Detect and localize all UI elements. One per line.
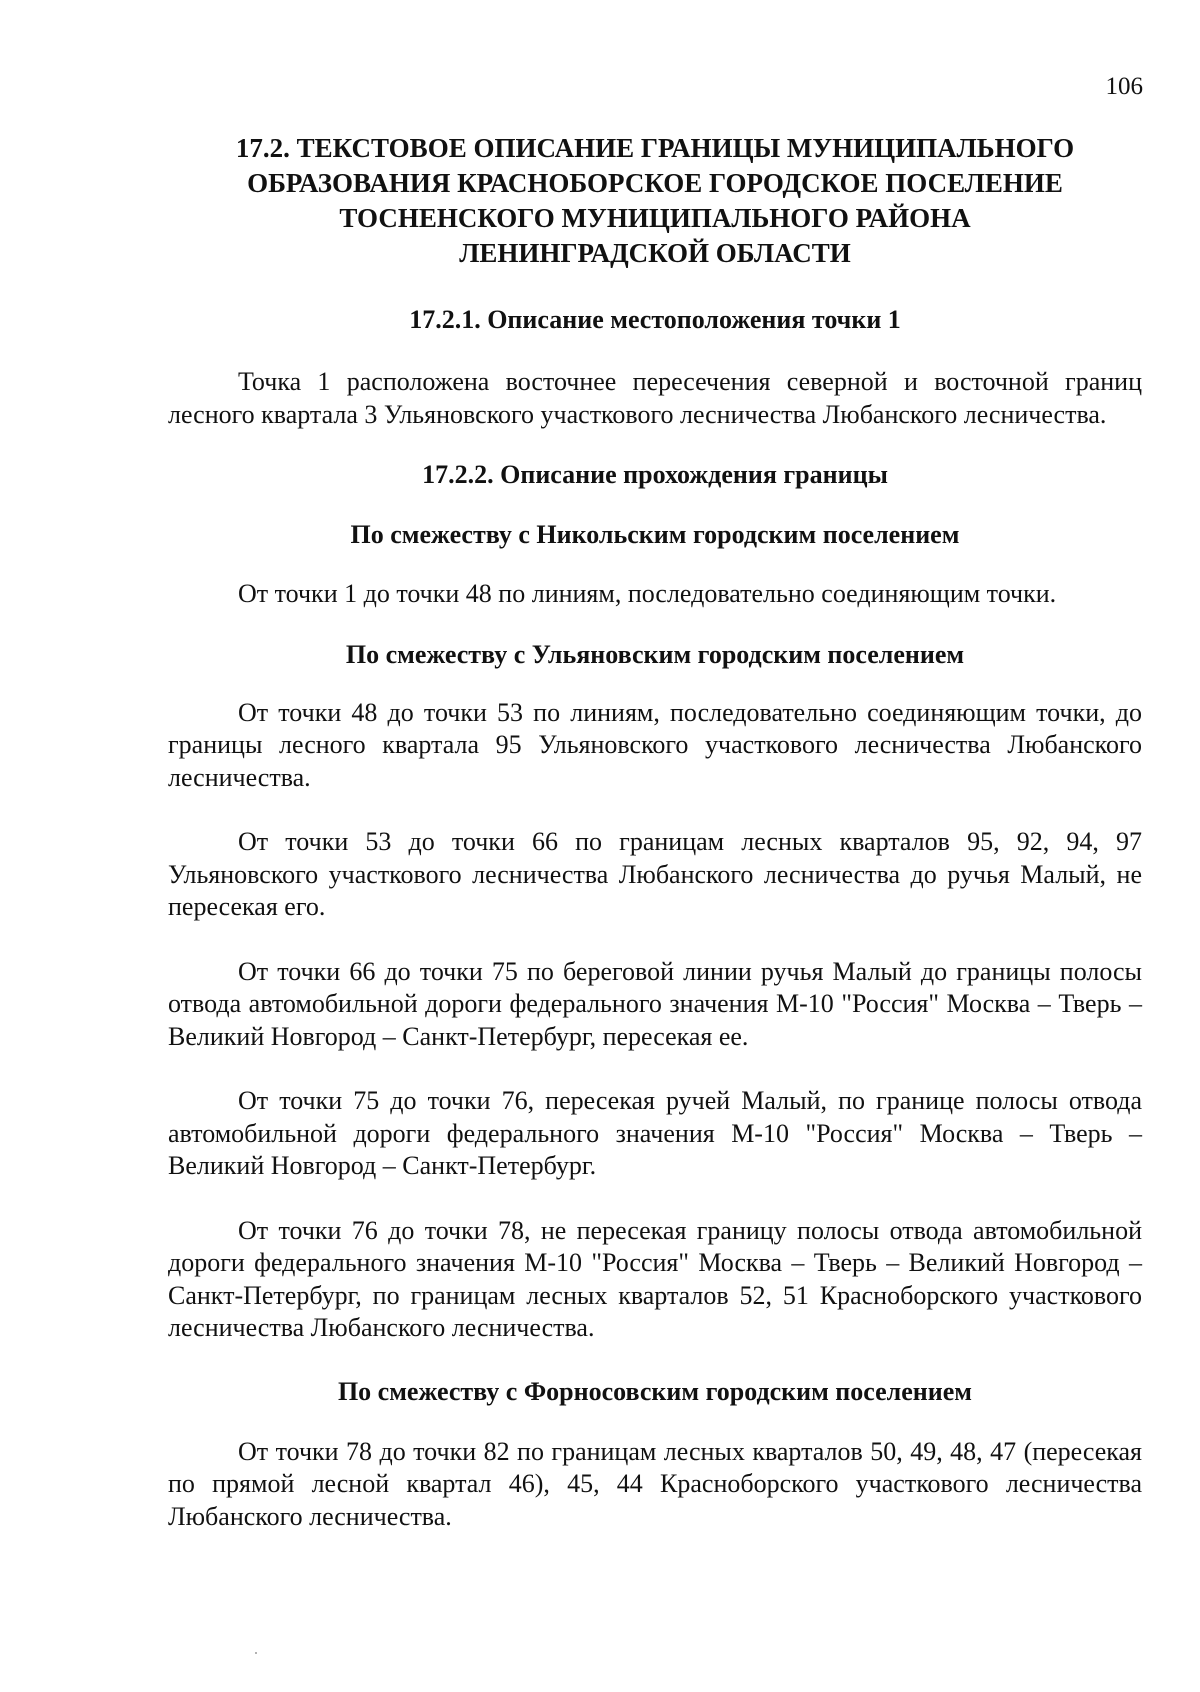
fornosovsky-heading: По смежеству с Форносовским городским поселением	[337, 1376, 973, 1406]
ulyanovsky-paragraph-4: От точки 75 до точки 76, пересекая ручей Малый, по границе полосы отвода автомобильной дороги федерального значения М-10 "Россия" Москва – Тверь – Великий Новгород – Санкт-Петербург.	[168, 1086, 1142, 1180]
ulyanovsky-paragraph-2: От точки 53 до точки 66 по границам лесных кварталов 95, 92, 94, 97 Ульяновского участкового лесничества Любанского лесничества до ручья Малый, не пересекая его.	[168, 827, 1142, 921]
ulyanovsky-heading: По смежеству с Ульяновским городским поселением	[345, 639, 965, 669]
fornosovsky-paragraph-1: От точки 78 до точки 82 по границам лесных кварталов 50, 49, 48, 47 (пересекая по прямой лесной квартал 46), 45, 44 Красноборского участкового лесничества Любанского лесничества.	[168, 1436, 1142, 1531]
ulyanovsky-paragraph-1: От точки 48 до точки 53 по линиям, последовательно соединяющим точки, до границы лесного квартала 95 Ульяновского участкового лесничества Любанского лесничества.	[168, 697, 1142, 792]
page-number: 106	[1105, 73, 1143, 100]
title-line-1: 17.2. ТЕКСТОВОЕ ОПИСАНИЕ ГРАНИЦЫ МУНИЦИПАЛЬНОГО	[235, 133, 1075, 163]
document-title	[168, 131, 1142, 271]
ulyanovsky-paragraph-5: От точки 76 до точки 78, не пересекая границу полосы отвода автомобильной дороги федерального значения М-10 "Россия" Москва – Тверь – Великий Новгород – Санкт-Петербург, по границам лесных кварталов 52, 51 Красноборского участкового лесничества Любанского лесничества.	[168, 1215, 1142, 1342]
point-location-paragraph: Точка 1 расположена восточнее пересечения северной и восточной границ лесного квартала 3 Ульяновского участкового лесничества Любанского лесничества.	[168, 367, 1142, 429]
scan-speck	[255, 1652, 257, 1654]
nikolsky-heading: По смежеству с Никольским городским поселением	[350, 520, 960, 549]
title-line-4: ЛЕНИНГРАДСКОЙ ОБЛАСТИ	[459, 238, 851, 268]
point-location-heading: 17.2.1. Описание местоположения точки 1	[409, 305, 901, 334]
nikolsky-paragraph: От точки 1 до точки 48 по линиям, последовательно соединяющим точки.	[238, 579, 1057, 608]
document-body	[168, 131, 1142, 1533]
ulyanovsky-paragraph-3: От точки 66 до точки 75 по береговой линии ручья Малый до границы полосы отвода автомобильной дороги федерального значения М-10 "Россия" Москва – Тверь – Великий Новгород – Санкт-Петербург, пересекая ее.	[168, 956, 1142, 1051]
title-line-3: ТОСНЕНСКОГО МУНИЦИПАЛЬНОГО РАЙОНА	[339, 203, 971, 233]
title-line-2: ОБРАЗОВАНИЯ КРАСНОБОРСКОЕ ГОРОДСКОЕ ПОСЕЛЕНИЕ	[247, 168, 1063, 198]
boundary-description-heading: 17.2.2. Описание прохождения границы	[422, 460, 888, 489]
